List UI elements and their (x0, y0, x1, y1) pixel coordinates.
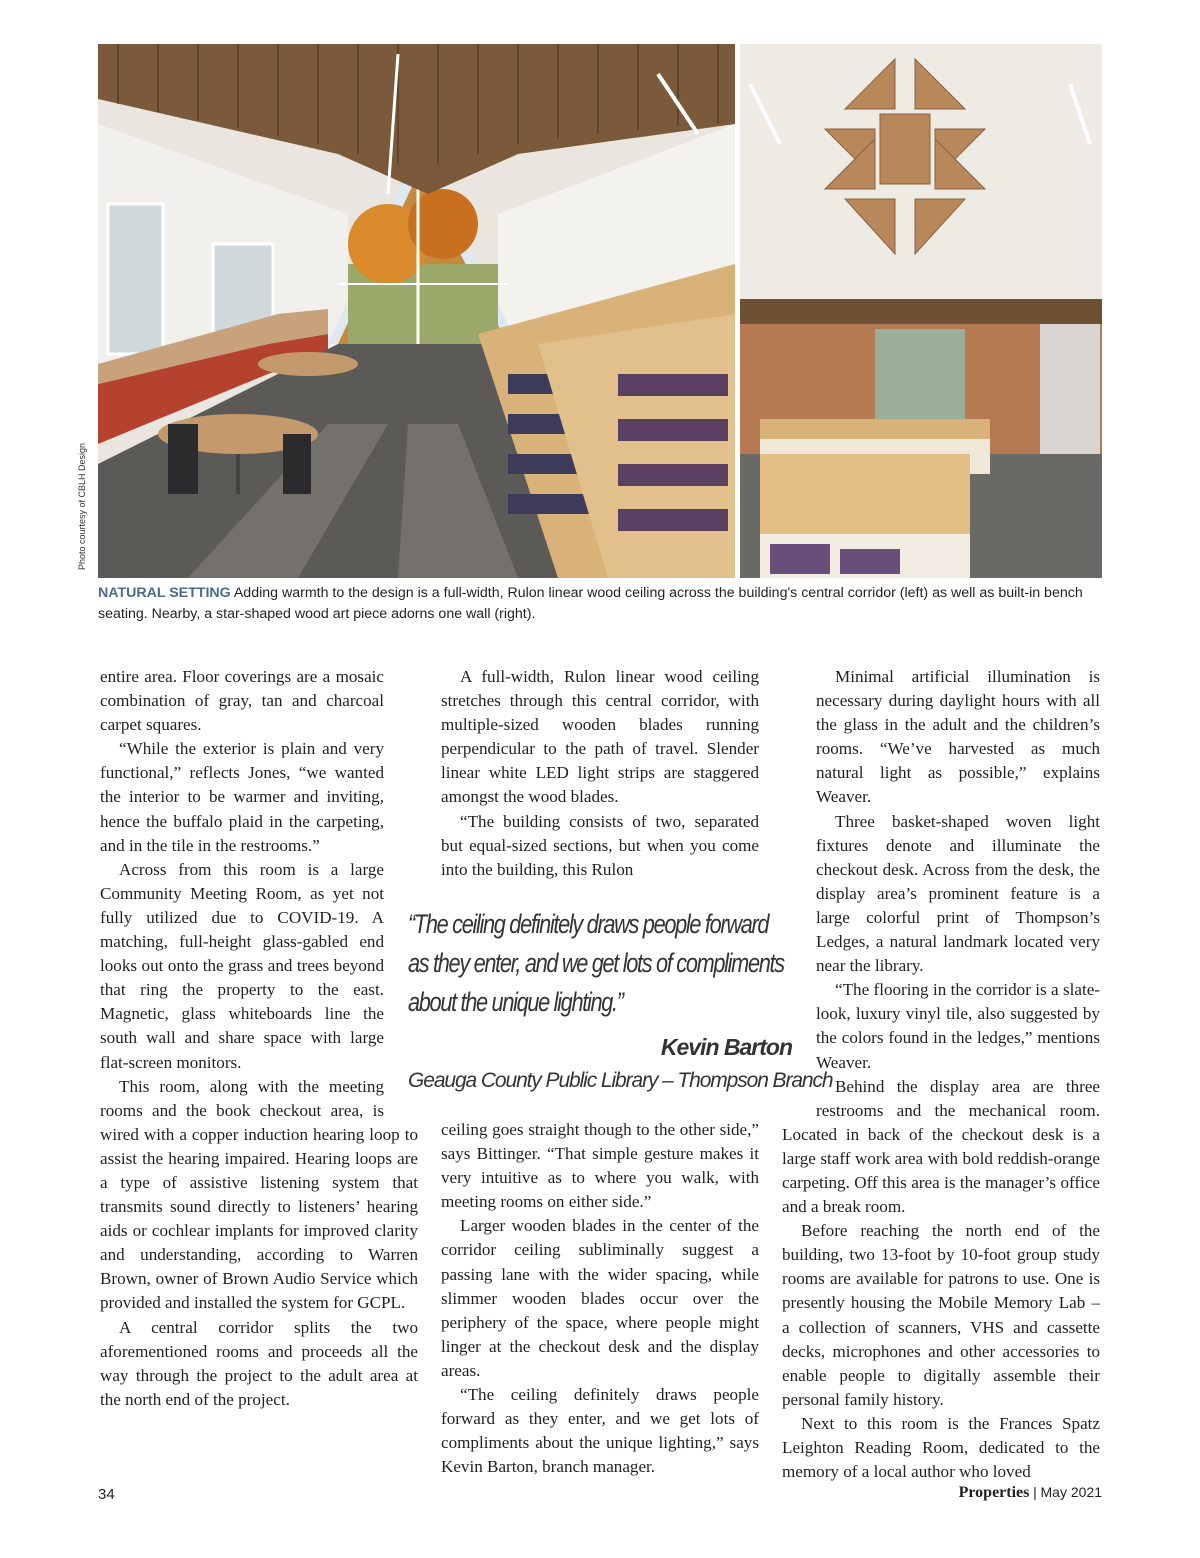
footer-separator: | (1033, 1484, 1037, 1500)
body-paragraph: entire area. Floor coverings are a mosaic combination of gray, tan and charcoal carpet squares. (100, 667, 384, 735)
body-paragraph: “The flooring in the corridor is a slate-look, luxury vinyl tile, also suggested by the colors found in the ledges,” mentions Weaver. (816, 980, 1100, 1072)
body-paragraph: A central corridor splits the two aforementioned rooms and proceeds all the way through the project to the adult area at the north end of the project. (100, 1317, 418, 1409)
body-paragraph: Minimal artificial illumination is necessary during daylight hours with all the glass in the adult and the children’s rooms. “We’ve harvested as much natural light as possible,” explains Weaver. (816, 667, 1100, 807)
caption-kicker: NATURAL SETTING (98, 585, 231, 601)
corridor-illustration (98, 44, 735, 578)
pull-quote-attribution-org: Geauga County Public Library – Thompson Branch (408, 1069, 833, 1092)
article-column-2-top (441, 665, 759, 882)
article-column-3 (782, 665, 1100, 1484)
photo-star-art (740, 44, 1102, 578)
body-paragraph: This room, along with the meeting rooms and the book checkout area, is wired with a copper induction hearing loop to assist the hearing impaired. Hearing loops are a type of assistive listening system that transmits sound directly to listeners’ hearing aids or cochlear implants for improved clarity and understanding, according to Warren Brown, owner of Brown Audio Service which provided and installed the system for GCPL. (100, 1076, 418, 1313)
photo-central-corridor (98, 44, 735, 578)
body-paragraph: Larger wooden blades in the center of the corridor ceiling subliminally suggest a passing lane with the wider spacing, while slimmer wooden blades occur over the periphery of the space, where people might linger at the checkout desk and the display areas. (441, 1216, 759, 1380)
pull-quote-text: “The ceiling definitely draws people forward as they enter, and we get lots of compliments about the unique lighting.” (408, 909, 784, 1017)
pull-quote (408, 905, 833, 1096)
body-paragraph: “While the exterior is plain and very functional,” reflects Jones, “we wanted the interior to be warmer and inviting, hence the buffalo plaid in the carpeting, and in the tile in the restrooms.” (100, 739, 384, 855)
body-paragraph: “The ceiling definitely draws people forward as they enter, and we get lots of compliments about the unique lighting,” says Kevin Barton, branch manager. (441, 1385, 759, 1477)
body-paragraph: “The building consists of two, separated but equal-sized sections, but when you come into the building, this Rulon (441, 811, 759, 879)
photo-caption (98, 583, 1108, 625)
page-number: 34 (98, 1486, 115, 1503)
photo-credit: Photo courtesy of CBLH Design (77, 442, 87, 570)
star-art-illustration (740, 44, 1102, 578)
body-paragraph: Before reaching the north end of the building, two 13-foot by 10-foot group study rooms are available for patrons to use. One is presently housing the Mobile Memory Lab – a collection of scanners, VHS and cassette decks, microphones and other accessories to enable people to digitally assemble their personal family history. (782, 1221, 1100, 1409)
article-column-2-bottom (441, 1118, 759, 1479)
caption-text: Adding warmth to the design is a full-width, Rulon linear wood ceiling across the building's central corridor (left) as well as built-in bench seating. Nearby, a star-shaped wood art piece adorns one wall (right). (98, 585, 1083, 622)
pullquote-wrap-spacer (782, 887, 816, 1119)
publication-name: Properties (958, 1484, 1030, 1501)
body-paragraph: Behind the display area are three restrooms and the mechanical room. Located in back of the checkout desk is a large staff work area with bold reddish-orange carpeting. Off this area is the manager’s office and a break room. (782, 1076, 1100, 1217)
body-paragraph: Next to this room is the Frances Spatz Leighton Reading Room, dedicated to the memory of a local author who loved (782, 1413, 1100, 1482)
body-paragraph: ceiling goes straight though to the other side,” says Bittinger. “That simple gesture makes it very intuitive as to where you walk, with meeting rooms on either side.” (441, 1120, 759, 1212)
body-paragraph: Three basket-shaped woven light fixtures denote and illuminate the checkout desk. Across from the desk, the display area’s prominent feature is a large colorful print of Thompson’s Ledges, a natural landmark located very near the library. (816, 811, 1100, 976)
body-paragraph: Across from this room is a large Community Meeting Room, as yet not fully utilized due to COVID-19. A matching, full-height glass-gabled end looks out onto the grass and trees beyond that ring the property to the east. Magnetic, glass whiteboards line the south wall and share space with large flat-screen monitors. (100, 859, 384, 1072)
body-paragraph: A full-width, Rulon linear wood ceiling stretches through this central corridor, with multiple-sized wooden blades running perpendicular to the path of travel. Slender linear white LED light strips are staggered amongst the wood blades. (441, 667, 759, 807)
running-footer (959, 1484, 1102, 1502)
pull-quote-attribution-name: Kevin Barton (660, 1034, 792, 1060)
article-column-1 (100, 665, 418, 1412)
issue-date: May 2021 (1040, 1484, 1102, 1500)
